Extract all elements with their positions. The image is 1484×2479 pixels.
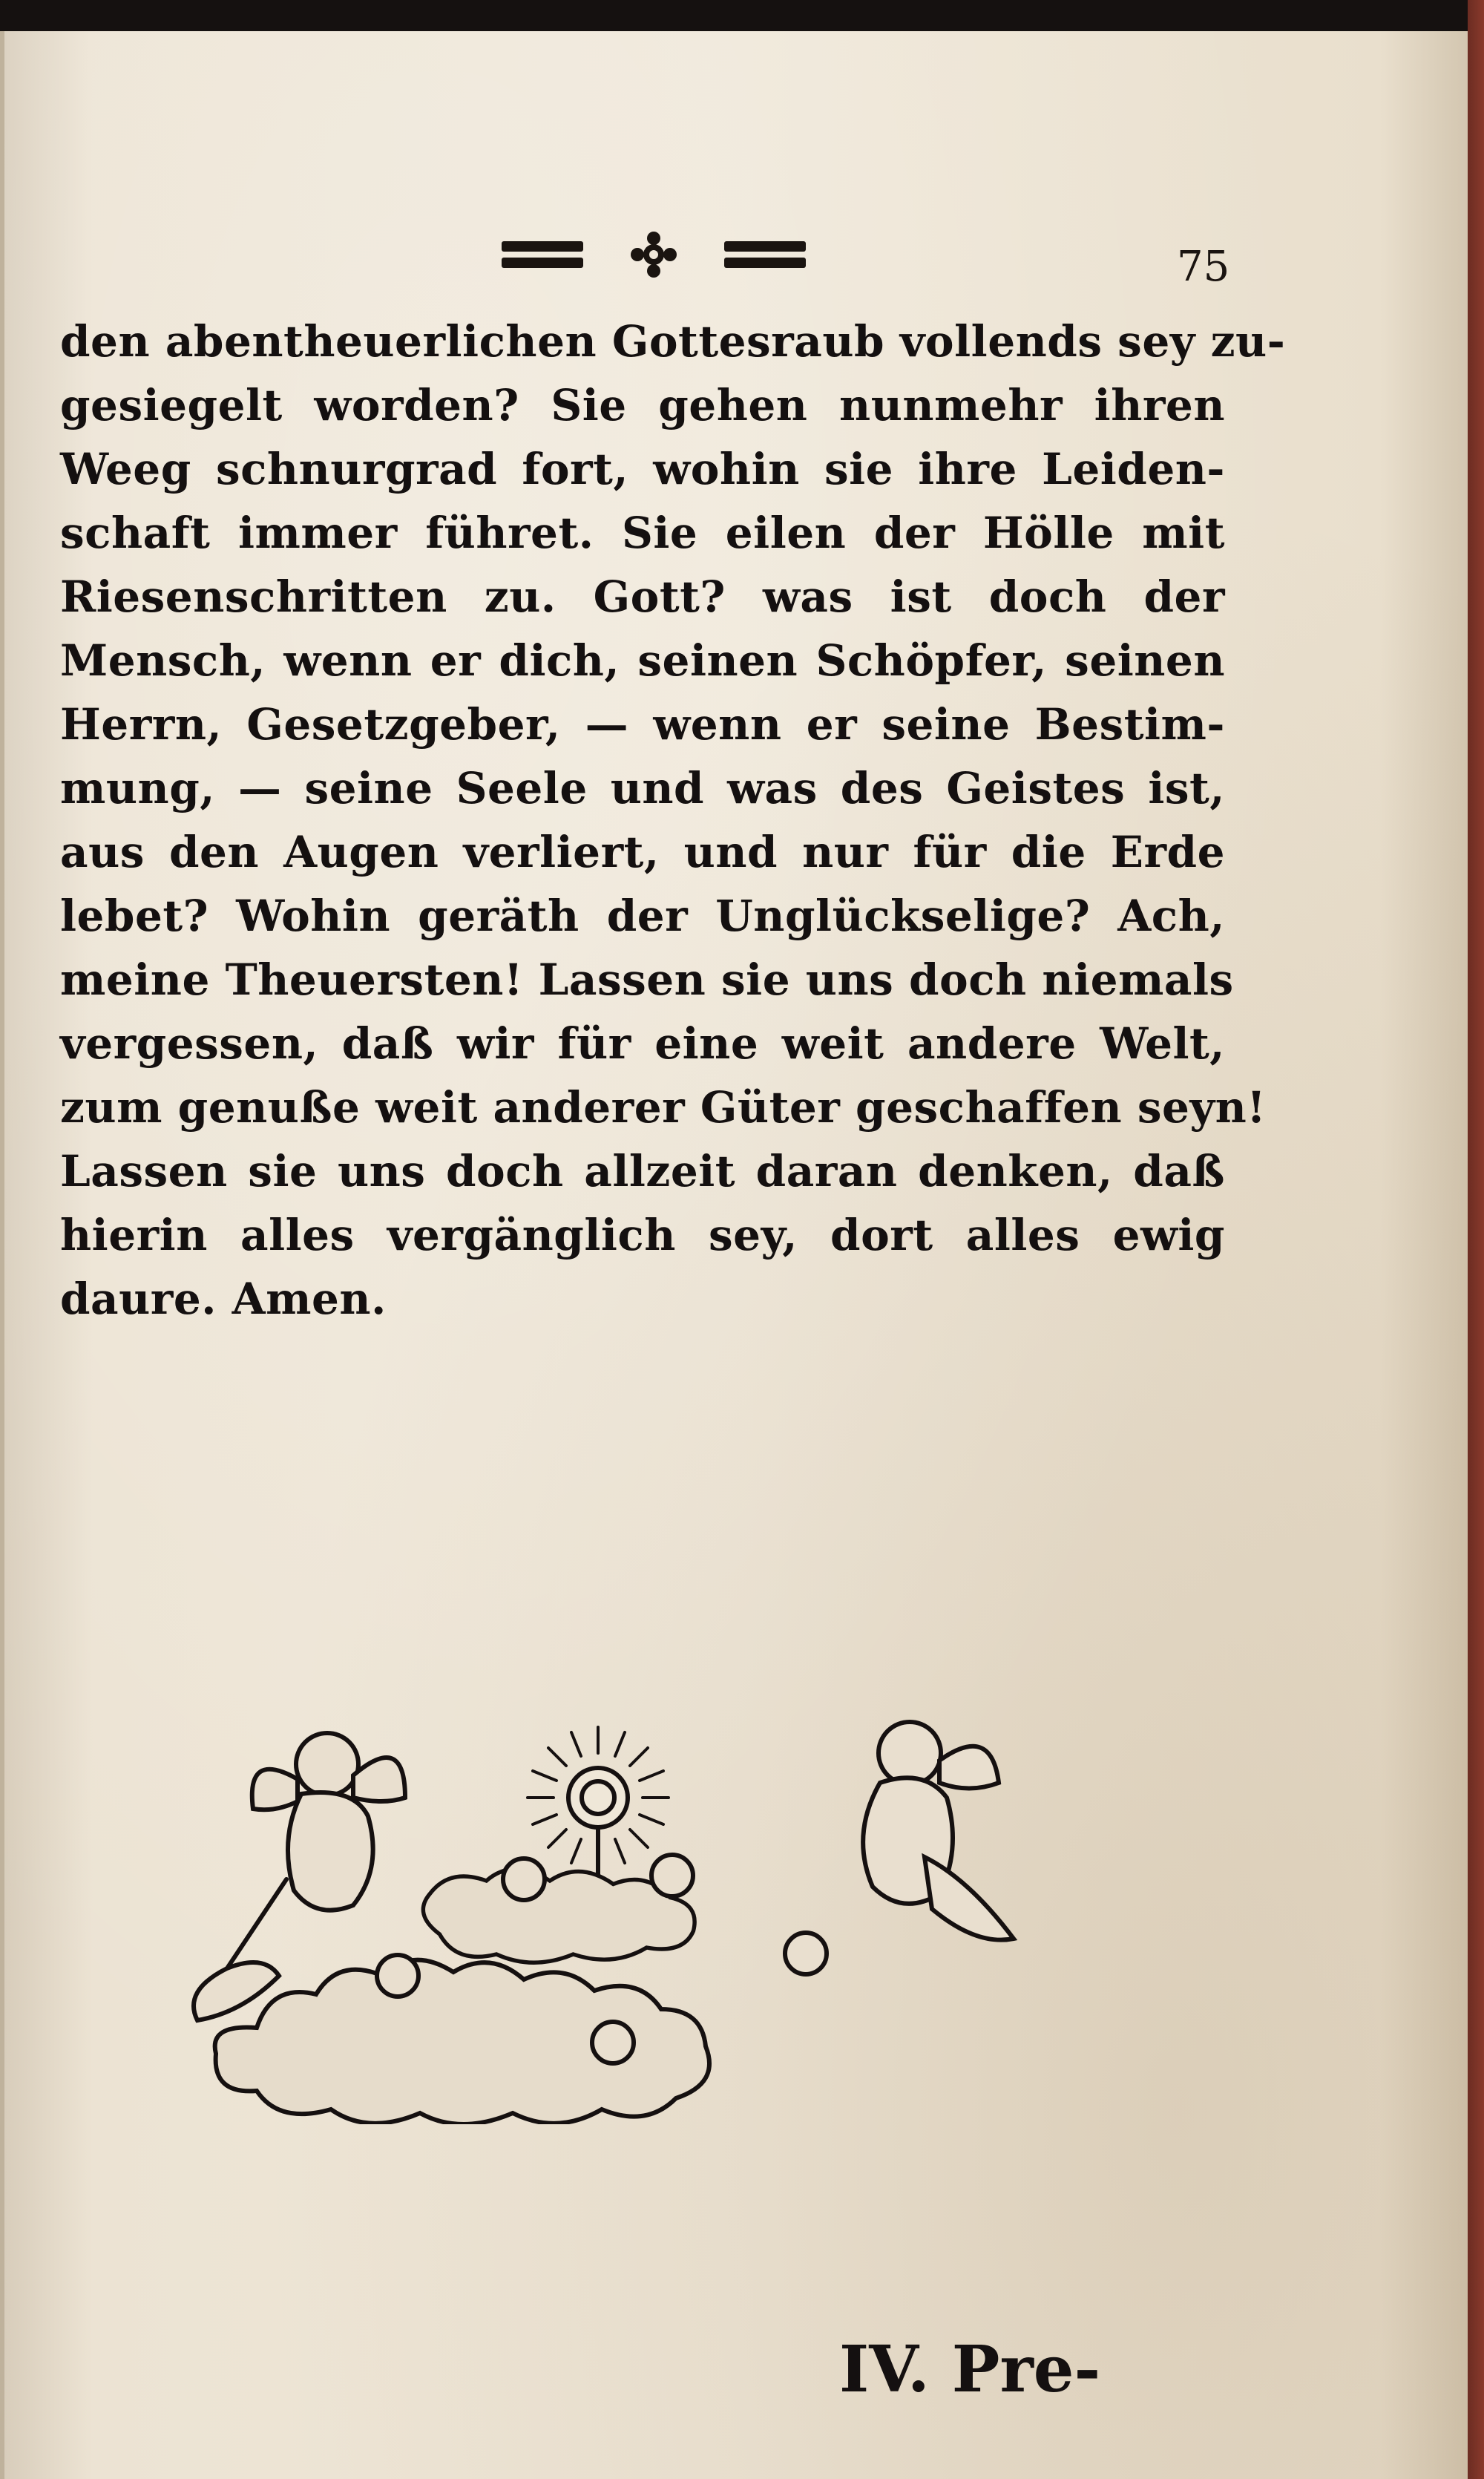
scan-border-top (0, 0, 1484, 31)
text-line: gesiegelt worden? Sie gehen nunmehr ihren (60, 380, 1225, 430)
catchword: IV. Pre- (839, 2332, 1101, 2407)
text-line: meine Theuersten! Lassen sie uns doch niemals (60, 954, 1234, 1005)
text-line: aus den Augen verliert, und nur für die Erde (60, 827, 1225, 877)
text-line: Weeg schnurgrad fort, wohin sie ihre Leiden- (60, 444, 1225, 494)
book-cover-edge (1468, 0, 1484, 2479)
monstrance-icon (528, 1727, 669, 1887)
book-page (0, 31, 1468, 2479)
text-line: hierin alles vergänglich sey, dort alles ewig (60, 1210, 1225, 1260)
page-number: 75 (1177, 243, 1230, 291)
text-line-last: daure. Amen. (60, 1274, 387, 1324)
vignette-illustration (168, 1709, 1088, 2124)
clouds (215, 1869, 709, 2124)
text-line: Lassen sie uns doch allzeit daran denken, daß (60, 1146, 1225, 1196)
body-text (60, 310, 1286, 1331)
text-line: mung, — seine Seele und was des Geistes ist, (60, 763, 1225, 813)
header-ornament (494, 228, 813, 287)
text-line: Herrn, Gesetzgeber, — wenn er seine Bestim- (60, 699, 1225, 750)
text-line: vergessen, daß wir für eine weit andere Welt, (60, 1018, 1225, 1069)
text-line: den abentheuerlichen Gottesraub vollends sey zu- (60, 316, 1286, 367)
text-line: schaft immer führet. Sie eilen der Hölle mit (60, 508, 1225, 558)
text-line: zum genuße weit anderer Güter geschaffen seyn! (60, 1082, 1267, 1133)
text-line: Mensch, wenn er dich, seinen Schöpfer, seinen (60, 635, 1225, 686)
text-line: Riesenschritten zu. Gott? was ist doch der (60, 572, 1225, 622)
right-cherub (863, 1722, 1014, 1940)
text-line: lebet? Wohin geräth der Unglückselige? Ach, (60, 891, 1225, 941)
